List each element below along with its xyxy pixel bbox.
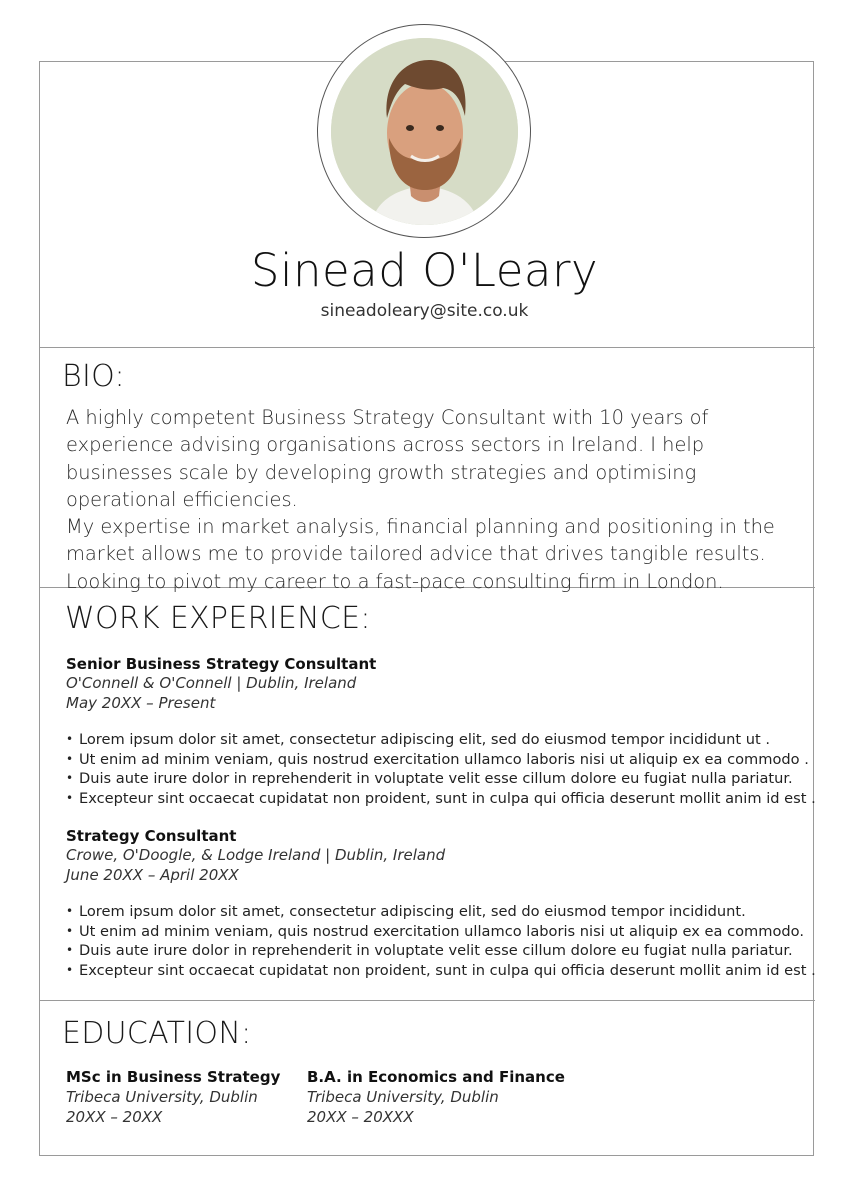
section-divider [39, 1000, 815, 1001]
job-dates: June 20XX – April 20XX [66, 865, 239, 884]
portrait-illustration [331, 38, 518, 225]
bullet-item: • Excepteur sint occaecat cupidatat non proident, sunt in culpa qui officia deserunt mollit anim id est . [66, 961, 806, 981]
education-degree: B.A. in Economics and Finance [307, 1068, 565, 1086]
education-dates: 20XX – 20XXX [307, 1108, 414, 1126]
bullet-item: • Excepteur sint occaecat cupidatat non proident, sunt in culpa qui officia deserunt mollit anim id est . [66, 789, 806, 809]
candidate-email[interactable]: sineadoleary@site.co.uk [320, 301, 529, 321]
bio-paragraph: Looking to pivot my career to a fast-pace consulting firm in London. [66, 569, 724, 593]
bio-paragraph: My expertise in market analysis, financial planning and positioning in the market allows me to provide tailored advice that drives tangible results. [66, 515, 775, 566]
job-bullets [66, 902, 816, 980]
job-title: Strategy Consultant [66, 827, 237, 845]
job-bullets [66, 730, 816, 808]
bullet-item: • Duis aute irure dolor in reprehenderit in voluptate velit esse cillum dolore eu fugiat nulla pariatur. [66, 769, 806, 789]
bio-heading: BIO: [62, 359, 125, 394]
job-entry [66, 654, 816, 808]
bio-paragraph: A highly competent Business Strategy Consultant with 10 years of experience advising organisations across sectors in Ireland. I help businesses scale by developing growth strategies and optimising operational efficiencies. [66, 406, 709, 511]
bullet-item: • Ut enim ad minim veniam, quis nostrud exercitation ullamco laboris nisi ut aliquip ex ea commodo . [66, 750, 806, 770]
job-company: O'Connell & O'Connell | Dublin, Ireland [66, 674, 357, 692]
education-school: Tribeca University, Dublin [66, 1088, 258, 1106]
job-title: Senior Business Strategy Consultant [66, 655, 377, 673]
education-degree: MSc in Business Strategy [66, 1068, 281, 1086]
education-entry [66, 1067, 280, 1127]
bullet-item: • Duis aute irure dolor in reprehenderit in voluptate velit esse cillum dolore eu fugiat nulla pariatur. [66, 941, 806, 961]
bullet-item: • Ut enim ad minim veniam, quis nostrud exercitation ullamco laboris nisi ut aliquip ex ea commodo. [66, 922, 806, 942]
candidate-name: Sinead O'Leary [250, 244, 599, 297]
education-school: Tribeca University, Dublin [307, 1088, 499, 1106]
bio-text [66, 404, 796, 595]
bullet-item: • Lorem ipsum dolor sit amet, consectetur adipiscing elit, sed do eiusmod tempor incididunt. [66, 902, 806, 922]
profile-photo [331, 38, 518, 225]
work-experience-heading: WORK EXPERIENCE: [65, 601, 371, 636]
education-dates: 20XX – 20XX [66, 1108, 163, 1126]
bullet-item: • Lorem ipsum dolor sit amet, consectetur adipiscing elit, sed do eiusmod tempor incididunt ut . [66, 730, 806, 750]
section-divider [39, 347, 815, 348]
education-heading: EDUCATION: [62, 1016, 252, 1051]
job-company: Crowe, O'Doogle, & Lodge Ireland | Dublin, Ireland [66, 846, 446, 864]
education-entry [307, 1067, 565, 1127]
job-dates: May 20XX – Present [66, 693, 216, 712]
job-entry [66, 826, 816, 980]
